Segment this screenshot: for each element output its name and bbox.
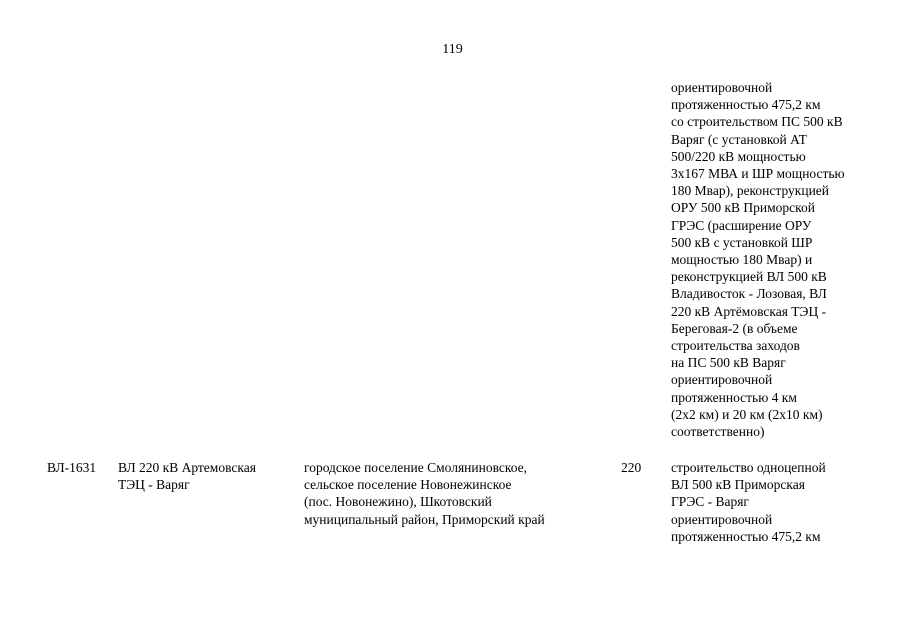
description-line: ГРЭС - Варяг (671, 494, 749, 510)
description-line: со строительством ПС 500 кВ (671, 114, 843, 130)
row-code: ВЛ-1631 (47, 460, 97, 475)
description-line: Варяг (с установкой АТ (671, 131, 807, 147)
object-name-line: ТЭЦ - Варяг (118, 477, 190, 493)
location-line: (пос. Новонежино), Шкотовский (304, 494, 492, 510)
row-object-name (118, 459, 288, 493)
description-line: 220 кВ Артёмовская ТЭЦ - (671, 303, 827, 319)
description-line: строительство одноцепной (671, 460, 826, 475)
description-line: ориентировочной (671, 372, 773, 388)
row-description (671, 459, 896, 545)
description-line: (2х2 км) и 20 км (2х10 км) (671, 406, 823, 422)
description-line: ориентировочной (671, 80, 773, 95)
description-line: 180 Мвар), реконструкцией (671, 183, 830, 199)
description-line: мощностью 180 Мвар) и (671, 252, 813, 268)
description-line: протяженностью 475,2 км (671, 528, 821, 544)
row-voltage: 220 (621, 460, 642, 475)
description-line: протяженностью 475,2 км (671, 97, 821, 113)
description-line: ГРЭС (расширение ОРУ (671, 217, 812, 233)
row-location (304, 459, 604, 528)
description-line: Владивосток - Лозовая, ВЛ (671, 286, 827, 302)
description-line: ориентировочной (671, 511, 773, 527)
page-number: 119 (442, 42, 463, 57)
location-line: сельское поселение Новонежинское (304, 477, 512, 493)
location-line: городское поселение Смоляниновское, (304, 460, 528, 475)
description-line: ОРУ 500 кВ Приморской (671, 200, 816, 216)
location-line: муниципальный район, Приморский край (304, 511, 545, 527)
description-line: 500/220 кВ мощностью (671, 148, 806, 164)
description-line: Береговая-2 (в объеме (671, 320, 798, 336)
description-line: ВЛ 500 кВ Приморская (671, 477, 805, 493)
continued-description (671, 79, 896, 440)
description-line: строительства заходов (671, 338, 800, 354)
description-line: на ПС 500 кВ Варяг (671, 355, 786, 371)
description-line: реконструкцией ВЛ 500 кВ (671, 269, 827, 285)
object-name-line: ВЛ 220 кВ Артемовская (118, 460, 256, 475)
description-line: протяженностью 4 км (671, 389, 797, 405)
description-line: 3х167 МВА и ШР мощностью (671, 166, 845, 182)
description-line: 500 кВ с установкой ШР (671, 234, 813, 250)
description-line: соответственно) (671, 424, 765, 440)
